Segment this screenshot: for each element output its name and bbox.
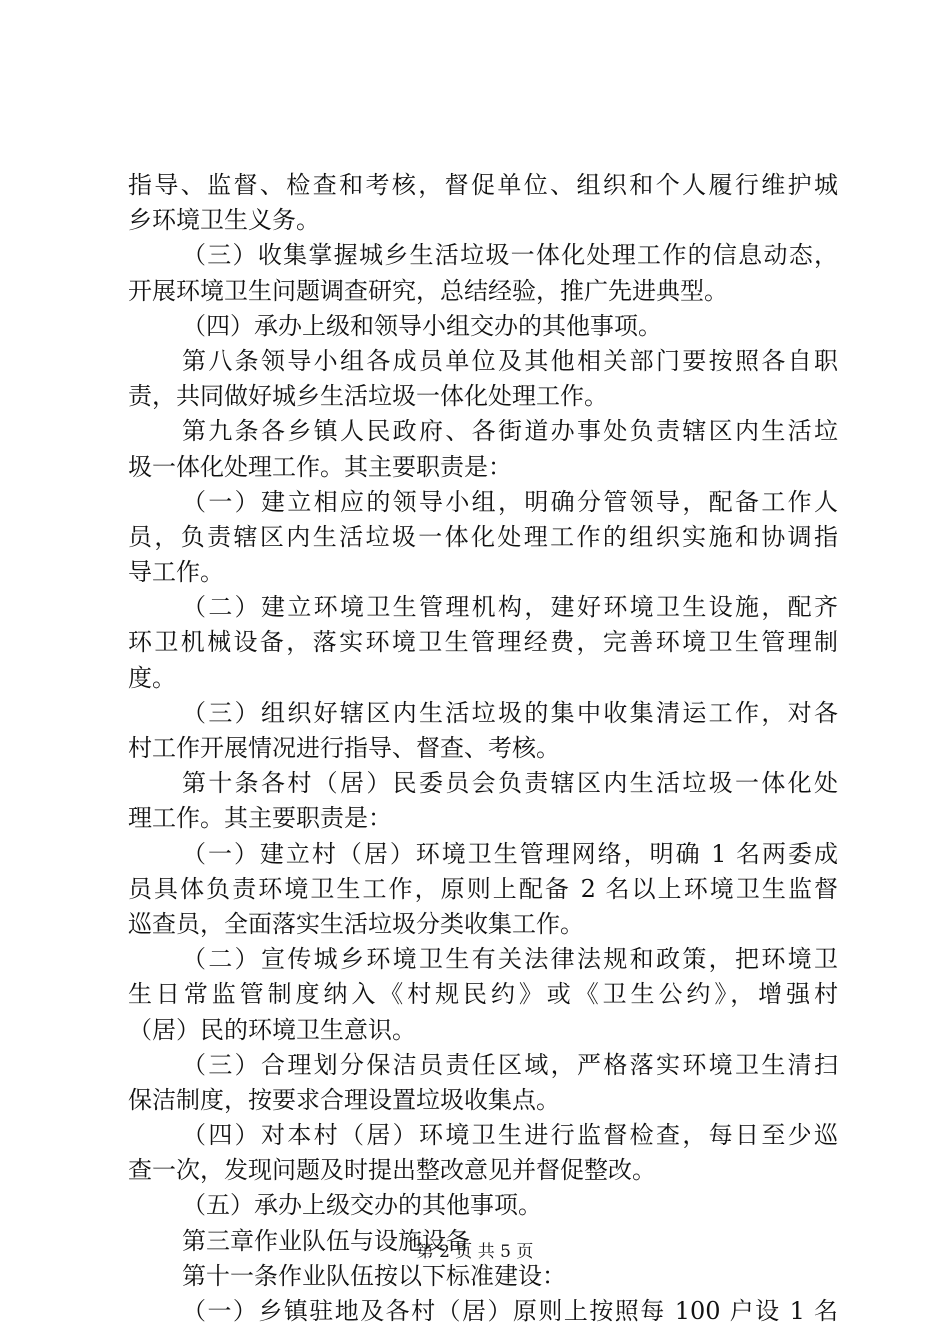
document-line: 员具体负责环境卫生工作，原则上配备 2 名以上环境卫生监督 — [128, 874, 838, 903]
document-line: （五）承办上级交办的其他事项。 — [182, 1191, 542, 1220]
document-line: 第三章作业队伍与设施设备 — [182, 1226, 470, 1255]
document-line: （三）收集掌握城乡生活垃圾一体化处理工作的信息动态， — [182, 241, 838, 270]
document-line: 第八条领导小组各成员单位及其他相关部门要按照各自职 — [182, 346, 838, 375]
document-line: （二）宣传城乡环境卫生有关法律法规和政策，把环境卫 — [182, 945, 838, 974]
page-footer: 第 2 页 共 5 页 — [416, 1242, 534, 1262]
document-line: 度。 — [128, 663, 176, 692]
document-line: （四）对本村（居）环境卫生进行监督检查，每日至少巡 — [182, 1121, 838, 1150]
document-line: 村工作开展情况进行指导、督查、考核。 — [128, 734, 560, 762]
document-line: （四）承办上级和领导小组交办的其他事项。 — [182, 311, 662, 340]
document-line: 环卫机械设备，落实环境卫生管理经费，完善环境卫生管理制 — [128, 628, 838, 657]
document-line: 保洁制度，按要求合理设置垃圾收集点。 — [128, 1085, 560, 1114]
document-line: 第十一条作业队伍按以下标准建设： — [182, 1261, 566, 1290]
document-line: （一）建立相应的领导小组，明确分管领导，配备工作人 — [182, 487, 838, 516]
document-line: （居）民的环境卫生意识。 — [128, 1015, 416, 1044]
document-line: 圾一体化处理工作。其主要职责是： — [128, 452, 512, 481]
document-line: 生日常监管制度纳入《村规民约》或《卫生公约》，增强村 — [128, 980, 838, 1009]
document-line: 理工作。其主要职责是： — [128, 804, 392, 833]
document-line: 开展环境卫生问题调查研究，总结经验，推广先进典型。 — [128, 276, 728, 305]
document-line: （一）建立村（居）环境卫生管理网络，明确 1 名两委成 — [182, 839, 838, 868]
document-line: 责，共同做好城乡生活垃圾一体化处理工作。 — [128, 382, 608, 411]
document-line: 员，负责辖区内生活垃圾一体化处理工作的组织实施和协调指 — [128, 522, 838, 551]
document-line: 乡环境卫生义务。 — [128, 206, 320, 235]
document-line: 巡查员，全面落实生活垃圾分类收集工作。 — [128, 909, 584, 938]
document-line: 导工作。 — [128, 558, 224, 587]
document-line: 指导、监督、检查和考核，督促单位、组织和个人履行维护城 — [128, 171, 838, 199]
document-line: （三）组织好辖区内生活垃圾的集中收集清运工作，对各 — [182, 698, 838, 727]
document-line: 第十条各村（居）民委员会负责辖区内生活垃圾一体化处 — [182, 769, 838, 798]
document-body — [128, 168, 838, 1329]
document-line: （三）合理划分保洁员责任区域，严格落实环境卫生清扫 — [182, 1050, 838, 1079]
document-line: 第九条各乡镇人民政府、各街道办事处负责辖区内生活垃 — [182, 417, 838, 446]
document-line: （二）建立环境卫生管理机构，建好环境卫生设施，配齐 — [182, 593, 838, 622]
document-line: （一）乡镇驻地及各村（居）原则上按照每 100 户设 1 名 — [182, 1297, 838, 1325]
document-line: 查一次，发现问题及时提出整改意见并督促整改。 — [128, 1156, 656, 1185]
